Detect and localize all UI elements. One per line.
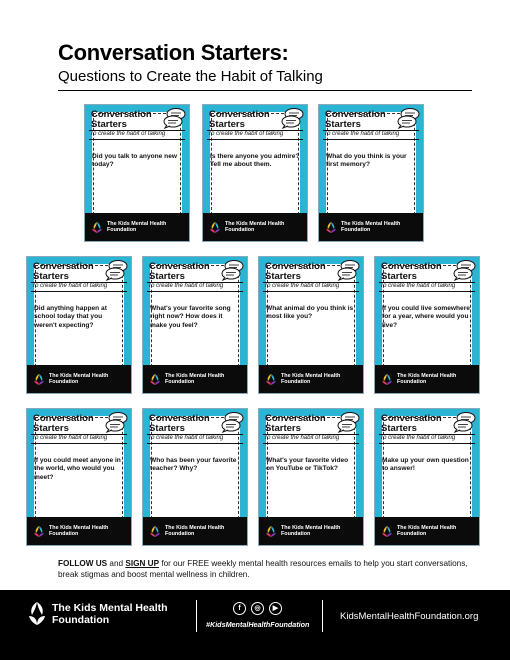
card-divider — [379, 443, 475, 444]
card-org-name: The Kids Mental Health Foundation — [225, 220, 285, 233]
social-links — [233, 602, 282, 615]
footer-hashtag: #KidsMentalHealthFoundation — [206, 620, 310, 629]
instagram-icon[interactable]: ◎ — [251, 602, 264, 615]
card-divider — [31, 443, 127, 444]
card-title: Conversation Starters — [33, 413, 94, 434]
conversation-card — [26, 256, 132, 394]
card-question: What animal do you think is most like you? — [266, 305, 354, 321]
card-title: Conversation Starters — [265, 413, 326, 434]
card-title: Conversation Starters — [325, 109, 386, 130]
card-subtitle: To create the habit of talking — [208, 131, 284, 137]
card-subtitle: To create the habit of talking — [264, 283, 340, 289]
conversation-card — [258, 408, 364, 546]
follow-and-text: and — [109, 559, 124, 568]
card-org-name: The Kids Mental Health Foundation — [49, 372, 109, 385]
conversation-card — [318, 104, 424, 242]
card-divider — [379, 291, 475, 292]
card-title: Conversation Starters — [91, 109, 152, 130]
card-subtitle: To create the habit of talking — [32, 283, 108, 289]
foundation-logo-icon — [26, 599, 48, 627]
chat-bubbles-icon — [336, 259, 360, 281]
follow-us-link[interactable]: FOLLOW US — [58, 559, 108, 568]
foundation-logo-icon — [209, 221, 221, 233]
card-question: Did anything happen at school today that you weren't expecting? — [34, 305, 107, 329]
conversation-card — [202, 104, 308, 242]
card-footer — [375, 517, 479, 545]
conversation-card — [258, 256, 364, 394]
card-org-name: The Kids Mental Health Foundation — [281, 372, 341, 385]
foundation-logo-icon — [381, 525, 393, 537]
facebook-icon[interactable]: f — [233, 602, 246, 615]
foundation-logo-icon — [33, 373, 45, 385]
card-footer — [143, 365, 247, 393]
foundation-logo-icon — [265, 373, 277, 385]
foundation-logo-icon — [149, 525, 161, 537]
foundation-logo-icon — [265, 525, 277, 537]
chat-bubbles-icon — [396, 107, 420, 129]
card-question: If you could live somewhere for a year, where would you live? — [382, 305, 470, 329]
footer-brand-name: The Kids Mental Health Foundation — [52, 602, 168, 626]
chat-bubbles-icon — [104, 259, 128, 281]
card-title: Conversation Starters — [381, 413, 442, 434]
card-title: Conversation Starters — [381, 261, 442, 282]
chat-bubbles-icon — [336, 411, 360, 433]
card-question: Did you talk to anyone new today? — [92, 153, 177, 169]
card-org-name: The Kids Mental Health Foundation — [49, 524, 109, 537]
card-question: What's your favorite song right now? How does it make you feel? — [150, 305, 231, 329]
card-subtitle: To create the habit of talking — [380, 435, 456, 441]
card-question: What's your favorite video on YouTube or TikTok? — [266, 457, 349, 473]
conversation-card — [142, 408, 248, 546]
chat-bubbles-icon — [104, 411, 128, 433]
card-title: Conversation Starters — [265, 261, 326, 282]
chat-bubbles-icon — [452, 259, 476, 281]
card-footer — [27, 365, 131, 393]
card-title: Conversation Starters — [33, 261, 94, 282]
foundation-logo-icon — [149, 373, 161, 385]
card-footer — [203, 213, 307, 241]
title-divider — [58, 90, 472, 91]
card-org-name: The Kids Mental Health Foundation — [107, 220, 167, 233]
chat-bubbles-icon — [220, 411, 244, 433]
card-subtitle: To create the habit of talking — [324, 131, 400, 137]
page-title: Conversation Starters: — [58, 40, 289, 65]
card-divider — [147, 443, 243, 444]
conversation-card — [26, 408, 132, 546]
foundation-logo-icon — [381, 373, 393, 385]
card-org-name: The Kids Mental Health Foundation — [397, 524, 457, 537]
card-question: What do you think is your first memory? — [326, 153, 407, 169]
card-org-name: The Kids Mental Health Foundation — [281, 524, 341, 537]
footer-divider — [322, 600, 323, 632]
card-footer — [143, 517, 247, 545]
card-divider — [263, 443, 359, 444]
card-divider — [207, 139, 303, 140]
card-question: Who has been your favorite teacher? Why? — [150, 457, 237, 473]
card-title: Conversation Starters — [209, 109, 270, 130]
card-question: If you could meet anyone in the world, who would you meet? — [34, 457, 121, 481]
card-org-name: The Kids Mental Health Foundation — [397, 372, 457, 385]
card-question: Make up your own question to answer! — [382, 457, 469, 473]
page-subtitle: Questions to Create the Habit of Talking — [58, 68, 323, 85]
card-divider — [31, 291, 127, 292]
card-divider — [323, 139, 419, 140]
follow-text — [58, 558, 478, 580]
card-footer — [319, 213, 423, 241]
card-subtitle: To create the habit of talking — [148, 435, 224, 441]
card-org-name: The Kids Mental Health Foundation — [165, 524, 225, 537]
conversation-card — [142, 256, 248, 394]
chat-bubbles-icon — [452, 411, 476, 433]
card-subtitle: To create the habit of talking — [32, 435, 108, 441]
card-question: Is there anyone you admire? Tell me about them. — [210, 153, 300, 169]
card-org-name: The Kids Mental Health Foundation — [165, 372, 225, 385]
sign-up-link[interactable]: SIGN UP — [125, 559, 160, 568]
card-org-name: The Kids Mental Health Foundation — [341, 220, 401, 233]
card-footer — [259, 517, 363, 545]
foundation-logo-icon — [325, 221, 337, 233]
conversation-card — [374, 256, 480, 394]
youtube-icon[interactable]: ▶ — [269, 602, 282, 615]
conversation-card — [374, 408, 480, 546]
chat-bubbles-icon — [162, 107, 186, 129]
card-footer — [259, 365, 363, 393]
foundation-logo-icon — [33, 525, 45, 537]
card-subtitle: To create the habit of talking — [90, 131, 166, 137]
card-divider — [263, 291, 359, 292]
card-divider — [147, 291, 243, 292]
footer-bar — [0, 590, 510, 660]
card-footer — [27, 517, 131, 545]
card-subtitle: To create the habit of talking — [264, 435, 340, 441]
card-divider — [89, 139, 185, 140]
card-subtitle: To create the habit of talking — [148, 283, 224, 289]
chat-bubbles-icon — [280, 107, 304, 129]
follow-body-text: for our FREE weekly mental health resources emails to help you start conversations, break stigmas and boost mental wellness in children. — [58, 559, 468, 579]
website-link[interactable]: KidsMentalHealthFoundation.org — [340, 611, 479, 622]
card-subtitle: To create the habit of talking — [380, 283, 456, 289]
conversation-card — [84, 104, 190, 242]
card-footer — [375, 365, 479, 393]
card-footer — [85, 213, 189, 241]
chat-bubbles-icon — [220, 259, 244, 281]
foundation-logo-icon — [91, 221, 103, 233]
card-title: Conversation Starters — [149, 413, 210, 434]
card-title: Conversation Starters — [149, 261, 210, 282]
footer-divider — [196, 600, 197, 632]
